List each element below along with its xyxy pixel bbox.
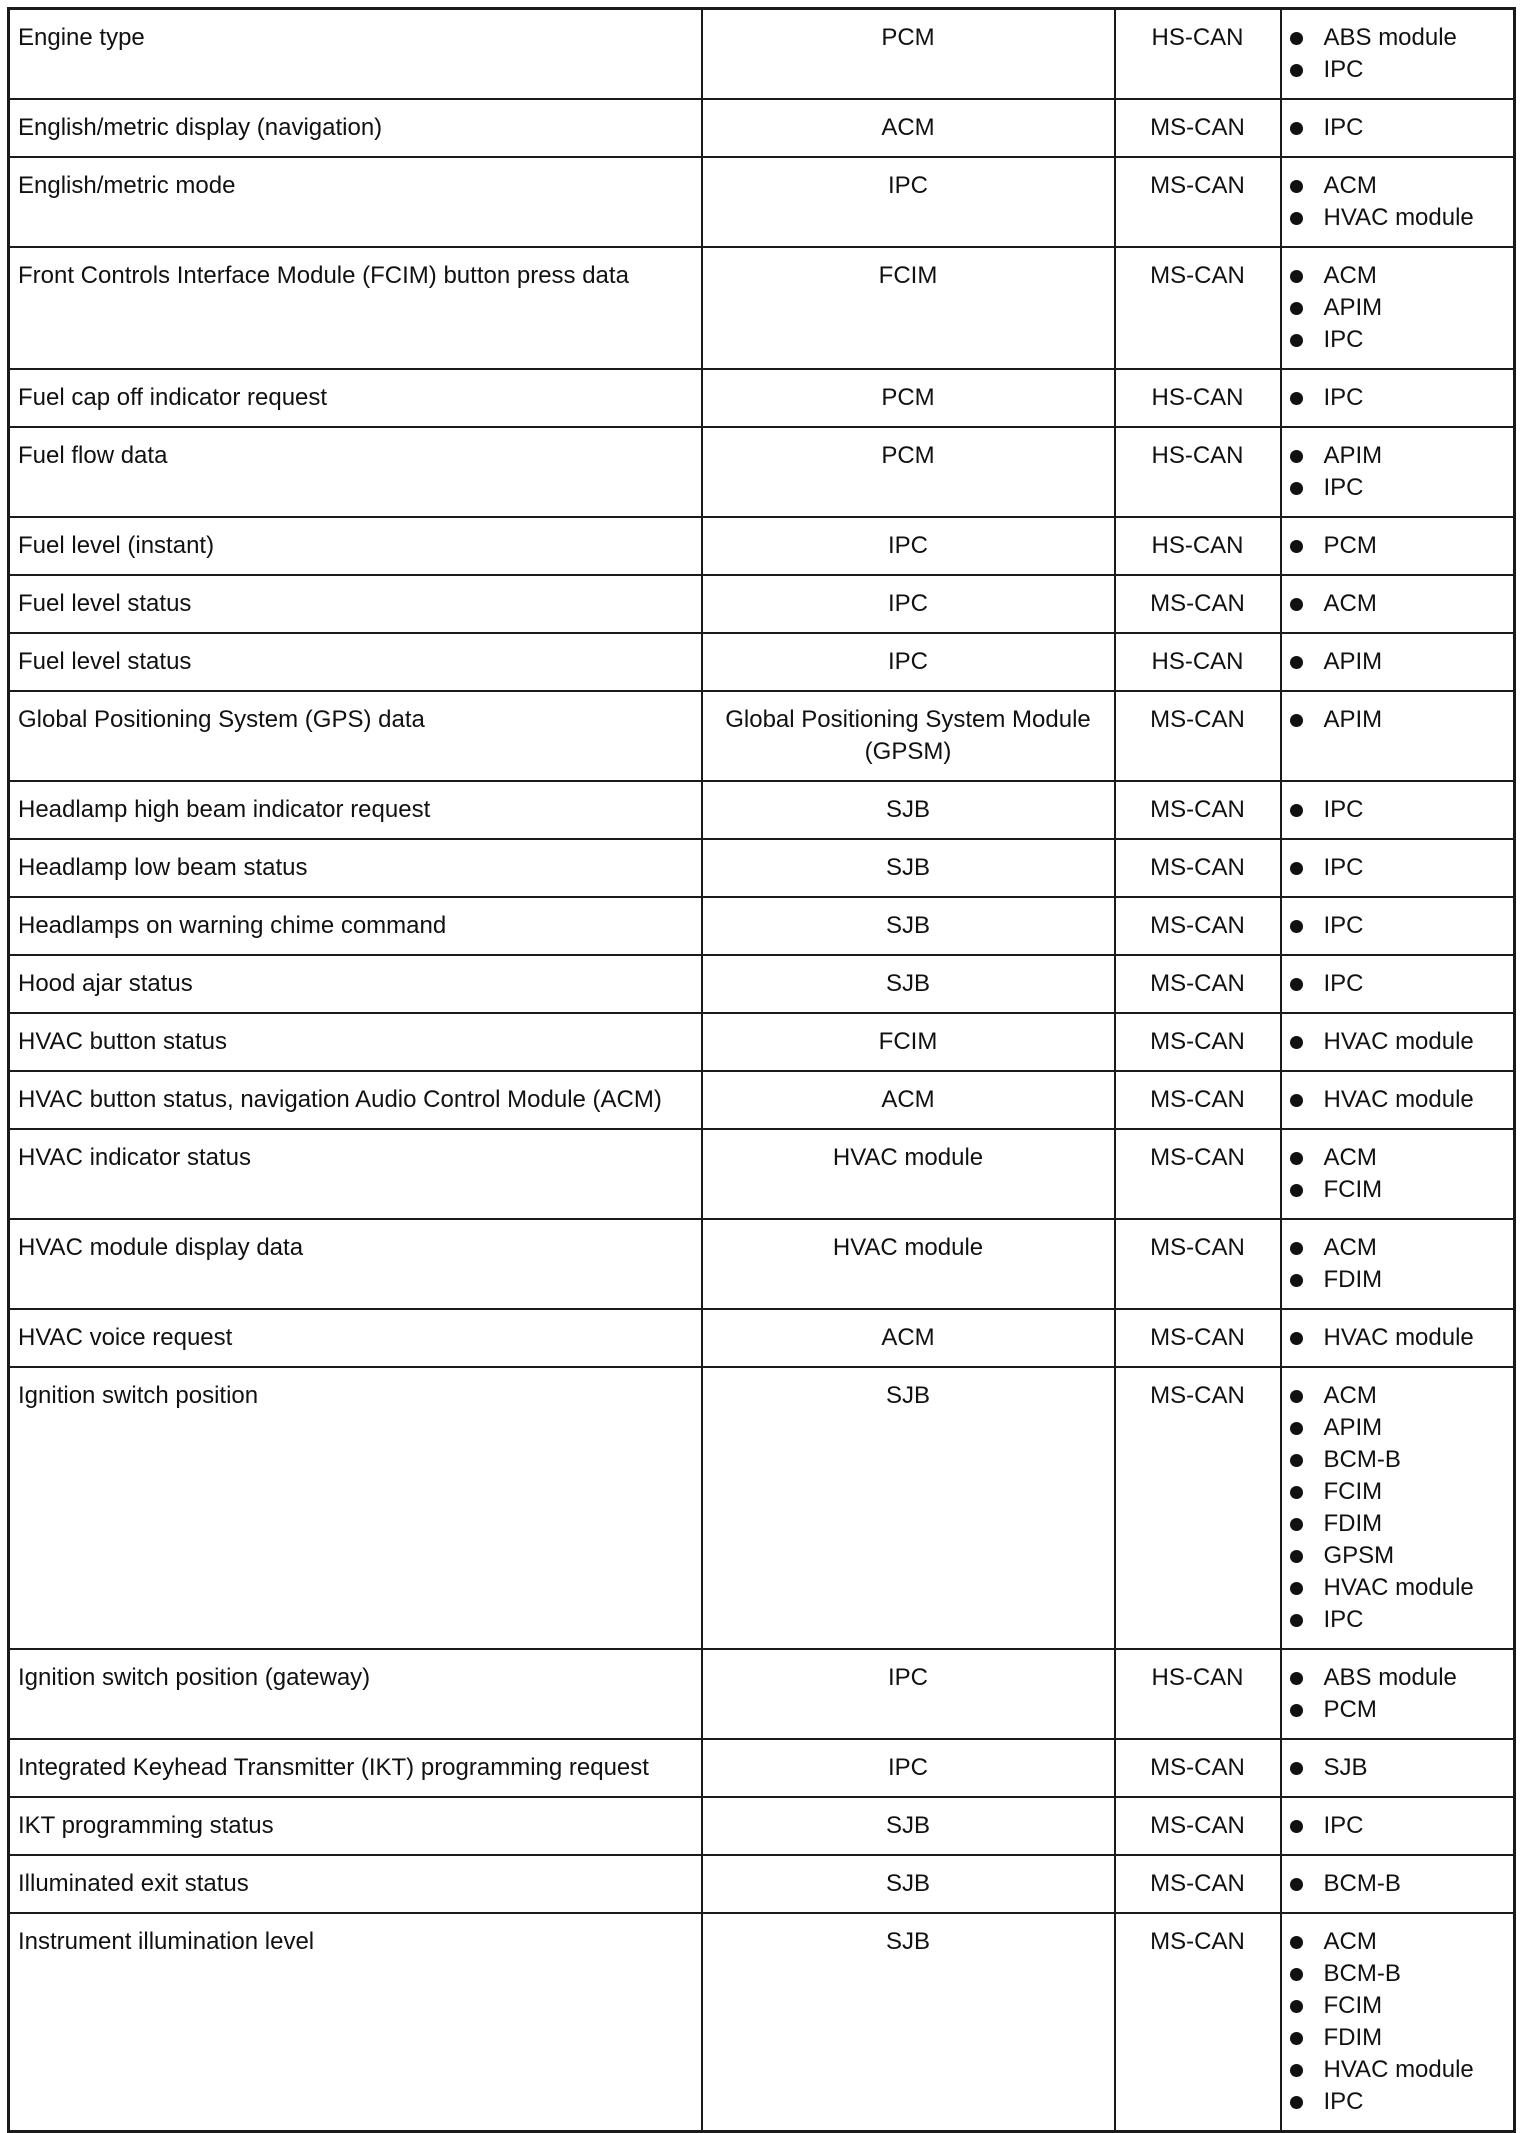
receiver-item: APIM (1290, 440, 1506, 472)
receiver-item: ACM (1290, 1380, 1506, 1412)
receiver-item: APIM (1290, 646, 1506, 678)
network-cell: HS-CAN (1115, 9, 1281, 100)
message-cell: Fuel level status (9, 633, 702, 691)
table-row (9, 99, 1515, 157)
network-cell: HS-CAN (1115, 1649, 1281, 1739)
receiver-list (1290, 1868, 1506, 1900)
receiver-item: ACM (1290, 1232, 1506, 1264)
table-row (9, 1649, 1515, 1739)
receiver-item: IPC (1290, 1604, 1506, 1636)
receiver-item: APIM (1290, 1412, 1506, 1444)
message-cell: Headlamps on warning chime command (9, 897, 702, 955)
network-cell: HS-CAN (1115, 517, 1281, 575)
table-row (9, 247, 1515, 369)
receivers-cell (1281, 99, 1515, 157)
receivers-cell (1281, 157, 1515, 247)
message-cell: Illuminated exit status (9, 1855, 702, 1913)
network-cell: HS-CAN (1115, 427, 1281, 517)
receivers-cell (1281, 1913, 1515, 2132)
network-cell: MS-CAN (1115, 1367, 1281, 1649)
originator-cell: SJB (702, 839, 1115, 897)
receivers-cell (1281, 1855, 1515, 1913)
receivers-cell (1281, 517, 1515, 575)
receiver-list (1290, 112, 1506, 144)
originator-cell: FCIM (702, 1013, 1115, 1071)
message-cell: HVAC voice request (9, 1309, 702, 1367)
network-cell: MS-CAN (1115, 247, 1281, 369)
message-cell: HVAC button status, navigation Audio Control Module (ACM) (9, 1071, 702, 1129)
receivers-cell (1281, 1219, 1515, 1309)
originator-cell: SJB (702, 1367, 1115, 1649)
receiver-item: HVAC module (1290, 1084, 1506, 1116)
receivers-cell (1281, 247, 1515, 369)
receiver-item: ABS module (1290, 1662, 1506, 1694)
receivers-cell (1281, 1367, 1515, 1649)
receiver-item: BCM-B (1290, 1868, 1506, 1900)
receivers-cell (1281, 633, 1515, 691)
table-body (9, 9, 1515, 2132)
originator-cell: ACM (702, 1071, 1115, 1129)
receiver-item: IPC (1290, 324, 1506, 356)
receivers-cell (1281, 955, 1515, 1013)
message-cell: IKT programming status (9, 1797, 702, 1855)
network-cell: MS-CAN (1115, 1013, 1281, 1071)
receiver-item: FDIM (1290, 2022, 1506, 2054)
table-row (9, 691, 1515, 781)
receiver-list (1290, 382, 1506, 414)
originator-cell: ACM (702, 1309, 1115, 1367)
receiver-item: IPC (1290, 472, 1506, 504)
network-cell: MS-CAN (1115, 1739, 1281, 1797)
receiver-item: IPC (1290, 1810, 1506, 1842)
network-cell: MS-CAN (1115, 575, 1281, 633)
message-cell: English/metric mode (9, 157, 702, 247)
message-cell: HVAC indicator status (9, 1129, 702, 1219)
network-message-table (7, 7, 1516, 2133)
receivers-cell (1281, 839, 1515, 897)
originator-cell: HVAC module (702, 1129, 1115, 1219)
receiver-item: APIM (1290, 292, 1506, 324)
receivers-cell (1281, 1013, 1515, 1071)
originator-cell: SJB (702, 1913, 1115, 2132)
table-row (9, 1309, 1515, 1367)
receiver-list (1290, 440, 1506, 504)
receiver-list (1290, 1810, 1506, 1842)
table-row (9, 1013, 1515, 1071)
document-page (7, 7, 1513, 2115)
network-cell: MS-CAN (1115, 781, 1281, 839)
table-row (9, 781, 1515, 839)
receiver-item: FCIM (1290, 1476, 1506, 1508)
message-cell: Headlamp high beam indicator request (9, 781, 702, 839)
network-cell: MS-CAN (1115, 1855, 1281, 1913)
table-row (9, 1855, 1515, 1913)
receiver-item: ACM (1290, 260, 1506, 292)
receivers-cell (1281, 9, 1515, 100)
receiver-list (1290, 22, 1506, 86)
receiver-list (1290, 1232, 1506, 1296)
receivers-cell (1281, 691, 1515, 781)
originator-cell: SJB (702, 1855, 1115, 1913)
receiver-list (1290, 1084, 1506, 1116)
receiver-item: IPC (1290, 910, 1506, 942)
message-cell: Engine type (9, 9, 702, 100)
originator-cell: IPC (702, 517, 1115, 575)
message-cell: Global Positioning System (GPS) data (9, 691, 702, 781)
originator-cell: FCIM (702, 247, 1115, 369)
receiver-item: PCM (1290, 1694, 1506, 1726)
receivers-cell (1281, 1309, 1515, 1367)
message-cell: Ignition switch position (gateway) (9, 1649, 702, 1739)
message-cell: Headlamp low beam status (9, 839, 702, 897)
table-row (9, 955, 1515, 1013)
receiver-list (1290, 1752, 1506, 1784)
receiver-list (1290, 646, 1506, 678)
originator-cell: IPC (702, 633, 1115, 691)
originator-cell: PCM (702, 369, 1115, 427)
receiver-list (1290, 530, 1506, 562)
originator-cell: IPC (702, 1649, 1115, 1739)
receiver-item: HVAC module (1290, 1572, 1506, 1604)
receiver-list (1290, 1322, 1506, 1354)
receiver-item: HVAC module (1290, 1026, 1506, 1058)
originator-cell: PCM (702, 9, 1115, 100)
message-cell: HVAC button status (9, 1013, 702, 1071)
table-row (9, 1129, 1515, 1219)
network-cell: MS-CAN (1115, 157, 1281, 247)
receivers-cell (1281, 369, 1515, 427)
receiver-item: IPC (1290, 968, 1506, 1000)
receiver-item: BCM-B (1290, 1444, 1506, 1476)
receiver-item: FCIM (1290, 1174, 1506, 1206)
table-row (9, 839, 1515, 897)
receiver-list (1290, 1380, 1506, 1636)
receiver-item: ACM (1290, 1926, 1506, 1958)
table-row (9, 517, 1515, 575)
receiver-item: FDIM (1290, 1508, 1506, 1540)
receiver-list (1290, 1926, 1506, 2118)
originator-cell: SJB (702, 955, 1115, 1013)
receiver-item: IPC (1290, 54, 1506, 86)
network-cell: MS-CAN (1115, 1071, 1281, 1129)
receivers-cell (1281, 1071, 1515, 1129)
table-row (9, 427, 1515, 517)
network-cell: MS-CAN (1115, 955, 1281, 1013)
network-cell: MS-CAN (1115, 99, 1281, 157)
originator-cell: IPC (702, 575, 1115, 633)
receiver-list (1290, 1026, 1506, 1058)
message-cell: Front Controls Interface Module (FCIM) button press data (9, 247, 702, 369)
network-cell: HS-CAN (1115, 369, 1281, 427)
receiver-list (1290, 1662, 1506, 1726)
receiver-item: IPC (1290, 382, 1506, 414)
table-row (9, 1071, 1515, 1129)
receiver-item: PCM (1290, 530, 1506, 562)
network-cell: HS-CAN (1115, 633, 1281, 691)
originator-cell: IPC (702, 157, 1115, 247)
receiver-item: BCM-B (1290, 1958, 1506, 1990)
receiver-list (1290, 968, 1506, 1000)
table-row (9, 1913, 1515, 2132)
network-cell: MS-CAN (1115, 1913, 1281, 2132)
table-row (9, 1797, 1515, 1855)
receivers-cell (1281, 1797, 1515, 1855)
receiver-item: ACM (1290, 588, 1506, 620)
network-cell: MS-CAN (1115, 897, 1281, 955)
table-row (9, 9, 1515, 100)
message-cell: HVAC module display data (9, 1219, 702, 1309)
originator-cell: HVAC module (702, 1219, 1115, 1309)
table-row (9, 1739, 1515, 1797)
table-row (9, 633, 1515, 691)
originator-cell: Global Positioning System Module (GPSM) (702, 691, 1115, 781)
table-row (9, 897, 1515, 955)
originator-cell: PCM (702, 427, 1115, 517)
receiver-item: SJB (1290, 1752, 1506, 1784)
message-cell: Fuel level (instant) (9, 517, 702, 575)
receiver-list (1290, 260, 1506, 356)
receiver-item: FDIM (1290, 1264, 1506, 1296)
receiver-list (1290, 794, 1506, 826)
message-cell: Fuel cap off indicator request (9, 369, 702, 427)
message-cell: Ignition switch position (9, 1367, 702, 1649)
receiver-item: IPC (1290, 794, 1506, 826)
message-cell: Fuel level status (9, 575, 702, 633)
message-cell: Instrument illumination level (9, 1913, 702, 2132)
message-cell: Integrated Keyhead Transmitter (IKT) programming request (9, 1739, 702, 1797)
receivers-cell (1281, 575, 1515, 633)
receiver-item: IPC (1290, 852, 1506, 884)
receivers-cell (1281, 1649, 1515, 1739)
network-cell: MS-CAN (1115, 1797, 1281, 1855)
receiver-item: IPC (1290, 112, 1506, 144)
receiver-list (1290, 852, 1506, 884)
message-cell: Hood ajar status (9, 955, 702, 1013)
receivers-cell (1281, 897, 1515, 955)
receivers-cell (1281, 427, 1515, 517)
receiver-item: GPSM (1290, 1540, 1506, 1572)
table-row (9, 1367, 1515, 1649)
receiver-list (1290, 170, 1506, 234)
table-row (9, 369, 1515, 427)
receiver-item: FCIM (1290, 1990, 1506, 2022)
receiver-item: ABS module (1290, 22, 1506, 54)
originator-cell: SJB (702, 781, 1115, 839)
receiver-item: HVAC module (1290, 2054, 1506, 2086)
network-cell: MS-CAN (1115, 839, 1281, 897)
receiver-list (1290, 704, 1506, 736)
receiver-item: HVAC module (1290, 202, 1506, 234)
network-cell: MS-CAN (1115, 1219, 1281, 1309)
table-row (9, 157, 1515, 247)
receiver-item: ACM (1290, 170, 1506, 202)
receiver-list (1290, 910, 1506, 942)
originator-cell: ACM (702, 99, 1115, 157)
message-cell: English/metric display (navigation) (9, 99, 702, 157)
network-cell: MS-CAN (1115, 1309, 1281, 1367)
network-cell: MS-CAN (1115, 691, 1281, 781)
originator-cell: SJB (702, 897, 1115, 955)
receiver-item: IPC (1290, 2086, 1506, 2118)
receiver-item: HVAC module (1290, 1322, 1506, 1354)
receivers-cell (1281, 1129, 1515, 1219)
network-cell: MS-CAN (1115, 1129, 1281, 1219)
message-cell: Fuel flow data (9, 427, 702, 517)
receiver-list (1290, 1142, 1506, 1206)
table-row (9, 1219, 1515, 1309)
originator-cell: SJB (702, 1797, 1115, 1855)
receiver-item: APIM (1290, 704, 1506, 736)
receiver-list (1290, 588, 1506, 620)
table-row (9, 575, 1515, 633)
receivers-cell (1281, 1739, 1515, 1797)
receiver-item: ACM (1290, 1142, 1506, 1174)
originator-cell: IPC (702, 1739, 1115, 1797)
receivers-cell (1281, 781, 1515, 839)
